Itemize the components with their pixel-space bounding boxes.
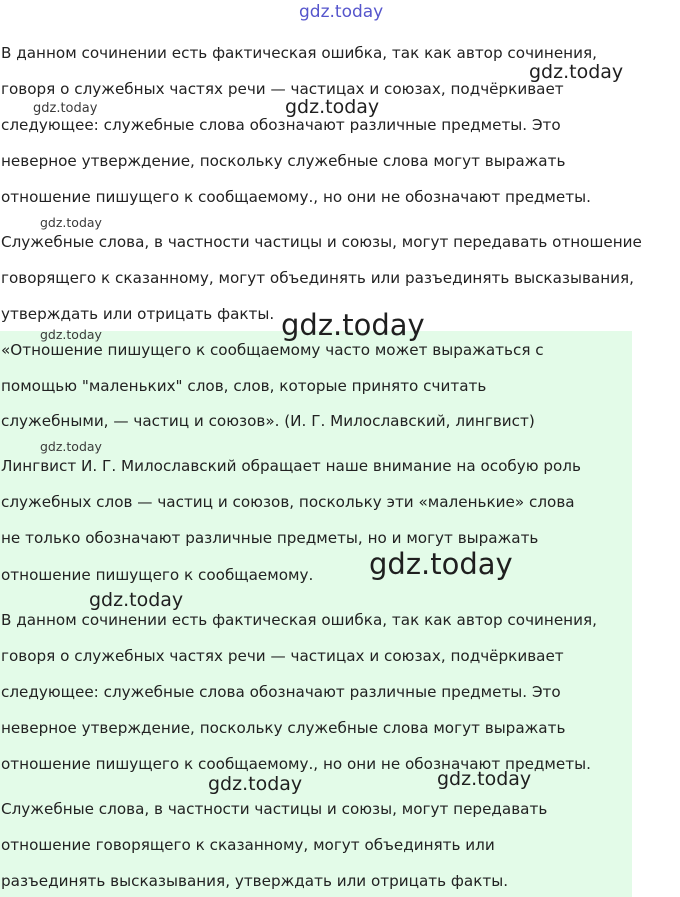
text-line: отношение пишущего к сообщаемому. — [1, 566, 314, 584]
text-line: «Отношение пишущего к сообщаемому часто может выражаться с — [1, 341, 544, 359]
watermark-text: gdz.today — [40, 215, 102, 230]
text-line: служебными, — частиц и союзов». (И. Г. Милославский, лингвист) — [1, 412, 535, 430]
text-line: разъединять высказывания, утверждать или отрицать факты. — [1, 872, 509, 890]
text-line: служебных слов — частиц и союзов, поскольку эти «маленькие» слова — [1, 493, 575, 511]
text-line: неверное утверждение, поскольку служебные слова могут выражать — [1, 152, 566, 170]
text-line: говоря о служебных частях речи — частицах и союзах, подчёркивает — [1, 80, 564, 98]
text-line: отношение пишущего к сообщаемому., но они не обозначают предметы. — [1, 188, 591, 206]
watermark-text: gdz.today — [437, 768, 532, 790]
watermark-text: gdz.today — [40, 439, 102, 454]
watermark-text: gdz.today — [369, 547, 513, 581]
text-line: отношение говорящего к сказанному, могут объединять или — [1, 836, 495, 854]
text-line: отношение пишущего к сообщаемому., но они не обозначают предметы. — [1, 755, 591, 773]
text-line: В данном сочинении есть фактическая ошибка, так как автор сочинения, — [1, 44, 597, 62]
watermark-text: gdz.today — [299, 2, 384, 22]
text-line: Служебные слова, в частности частицы и союзы, могут передавать отношение — [1, 233, 642, 251]
text-line: неверное утверждение, поскольку служебные слова могут выражать — [1, 719, 566, 737]
watermark-text: gdz.today — [208, 773, 303, 795]
text-line: утверждать или отрицать факты. — [1, 305, 275, 323]
watermark-text: gdz.today — [40, 327, 102, 342]
text-line: говоря о служебных частях речи — частицах и союзах, подчёркивает — [1, 647, 564, 665]
watermark-text: gdz.today — [33, 101, 98, 116]
text-line: Служебные слова, в частности частицы и союзы, могут передавать — [1, 800, 548, 818]
watermark-text: gdz.today — [285, 96, 380, 118]
text-line: говорящего к сказанному, могут объединять или разъединять высказывания, — [1, 269, 634, 287]
text-line: следующее: служебные слова обозначают различные предметы. Это — [1, 683, 561, 701]
watermark-text: gdz.today — [529, 61, 624, 83]
text-line: следующее: служебные слова обозначают различные предметы. Это — [1, 116, 561, 134]
text-line: В данном сочинении есть фактическая ошибка, так как автор сочинения, — [1, 611, 597, 629]
text-line: не только обозначают различные предметы, но и могут выражать — [1, 529, 539, 547]
watermark-text: gdz.today — [281, 308, 425, 342]
text-line: Лингвист И. Г. Милославский обращает наше внимание на особую роль — [1, 457, 581, 475]
watermark-text: gdz.today — [89, 589, 184, 611]
text-line: помощью "маленьких" слов, слов, которые принято считать — [1, 377, 487, 395]
